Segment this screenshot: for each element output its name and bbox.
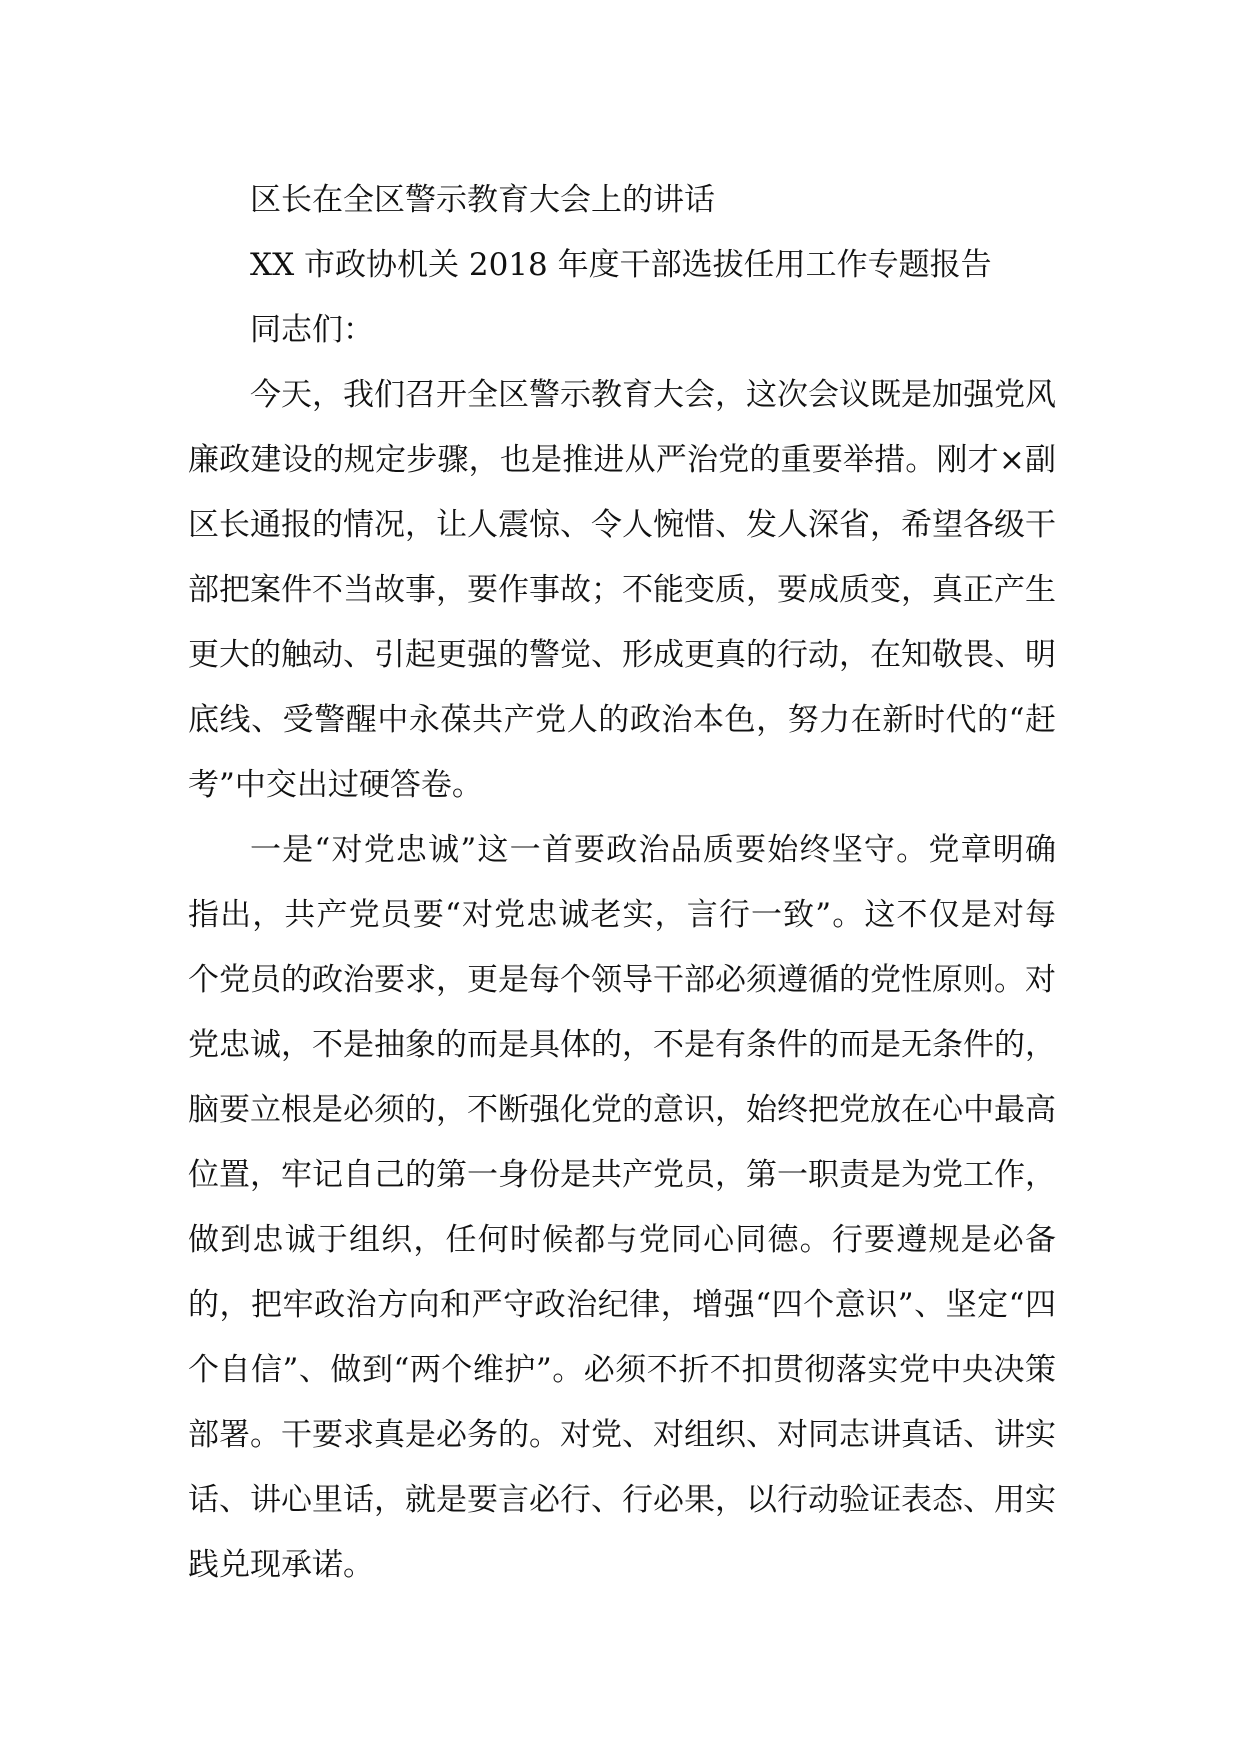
paragraph-loyalty: 一是“对党忠诚”这一首要政治品质要始终坚守。党章明确指出，共产党员要“对党忠诚老实，言行一致”。这不仅是对每个党员的政治要求，更是每个领导干部必须遵循的党性原则。对党忠诚，不是抽象的而是具体的，不是有条件的而是无条件的，脑要立根是必须的，不断强化党的意识，始终把党放在心中最高位置，牢记自己的第一身份是共产党员，第一职责是为党工作，做到忠诚于组织，任何时候都与党同心同德。行要遵规是必备的，把牢政治方向和严守政治纪律，增强“四个意识”、坚定“四个自信”、做到“两个维护”。必须不折不扣贯彻落实党中央决策部署。干要求真是必务的。对党、对组织、对同志讲真话、讲实话、讲心里话，就是要言必行、行必果，以行动验证表态、用实践兑现承诺。 [188, 832, 1056, 1583]
salutation: 同志们： [250, 312, 374, 348]
paragraph-opening: 今天，我们召开全区警示教育大会，这次会议既是加强党风廉政建设的规定步骤，也是推进从严治党的重要举措。刚才×副区长通报的情况，让人震惊、令人惋惜、发人深省，希望各级干部把案件不当故事，要作事故；不能变质，要成质变，真正产生更大的触动、引起更强的警觉、形成更真的行动，在知敬畏、明底线、受警醒中永葆共产党人的政治本色，努力在新时代的“赶考”中交出过硬答卷。 [188, 377, 1056, 803]
document-title: 区长在全区警示教育大会上的讲话 [250, 182, 715, 218]
document-body [188, 168, 1056, 1598]
document-subtitle: XX 市政协机关 2018 年度干部选拔任用工作专题报告 [250, 247, 992, 283]
